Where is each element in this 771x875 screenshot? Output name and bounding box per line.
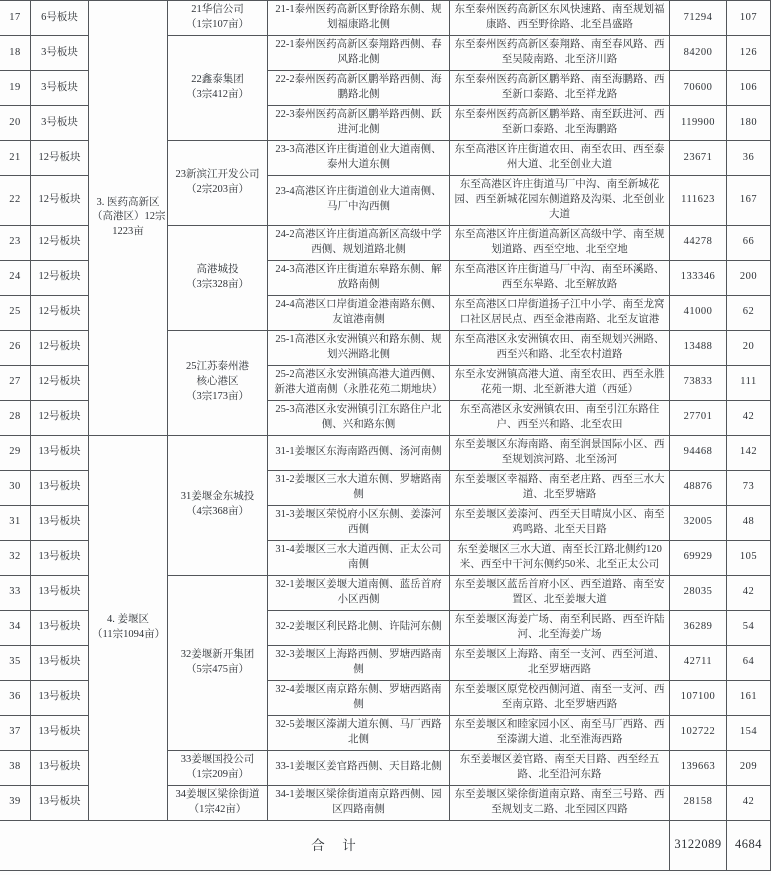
plot-location-cell: 21-1泰州医药高新区野徐路东侧、规划福康路北侧 (268, 1, 450, 36)
area-cell: 41000 (670, 295, 727, 330)
block-cell: 13号板块 (31, 470, 89, 505)
company-cell (168, 36, 268, 141)
total-area-cell: 3122089 (670, 820, 727, 870)
district-group-cell (89, 1, 168, 436)
company-cell-line: （3宗173亩） (186, 391, 249, 403)
block-cell: 3号板块 (31, 106, 89, 141)
plot-boundary-cell: 东至高港区永安洲镇农田、南至引江东路住户、西至兴和路、北至农田 (450, 400, 670, 435)
row-number-cell: 28 (0, 400, 31, 435)
block-cell: 3号板块 (31, 36, 89, 71)
block-cell: 13号板块 (31, 785, 89, 820)
block-cell: 12号板块 (31, 295, 89, 330)
mu-cell: 106 (727, 71, 771, 106)
plot-location-cell: 22-3泰州医药高新区鹏举路西侧、跃进河北侧 (268, 106, 450, 141)
plot-location-cell: 22-2泰州医药高新区鹏举路西侧、海鹏路北侧 (268, 71, 450, 106)
mu-cell: 48 (727, 505, 771, 540)
company-cell (168, 750, 268, 785)
plot-boundary-cell: 东至姜堰区梁徐街道南京路、南至三号路、西至规划支二路、北至园区四路 (450, 785, 670, 820)
mu-cell: 167 (727, 176, 771, 226)
total-row (0, 820, 771, 870)
block-cell: 12号板块 (31, 365, 89, 400)
block-cell: 13号板块 (31, 610, 89, 645)
block-cell: 13号板块 (31, 750, 89, 785)
area-cell: 139663 (670, 750, 727, 785)
area-cell: 107100 (670, 680, 727, 715)
plot-boundary-cell: 东至泰州医药高新区鹏举路、南至海鹏路、西至新口泰路、北至祥龙路 (450, 71, 670, 106)
plot-location-cell: 25-3高港区永安洲镇引江东路住户北侧、兴和路东侧 (268, 400, 450, 435)
mu-cell: 66 (727, 225, 771, 260)
row-number-cell: 29 (0, 435, 31, 470)
plot-boundary-cell: 东至姜堰区原党校西侧河道、南至一支河、西至南京路、北至罗塘西路 (450, 680, 670, 715)
mu-cell: 42 (727, 785, 771, 820)
plot-boundary-cell: 东至高港区许庄街道农田、南至农田、西至泰州大道、北至创业大道 (450, 141, 670, 176)
district-group-cell-line: 3. 医药高新区 (96, 196, 160, 208)
mu-cell: 161 (727, 680, 771, 715)
plot-boundary-cell: 东至姜堰区三水大道、南至长江路北侧约120米、西至中干河东侧约50米、北至正太公司 (450, 540, 670, 575)
block-cell: 13号板块 (31, 505, 89, 540)
plot-location-cell: 31-4姜堰区三水大道西侧、正太公司南侧 (268, 540, 450, 575)
district-group-cell-line: 4. 姜堰区 (107, 613, 149, 625)
row-number-cell: 20 (0, 106, 31, 141)
plot-location-cell: 23-4高港区许庄街道创业大道南侧、马厂中沟西侧 (268, 176, 450, 226)
plot-location-cell: 31-1姜堰区东海南路西侧、汤河南侧 (268, 435, 450, 470)
block-cell: 12号板块 (31, 176, 89, 226)
plot-boundary-cell: 东至泰州医药高新区东风快速路、南至规划福康路、西至野徐路、北至昌盛路 (450, 1, 670, 36)
plot-boundary-cell: 东至高港区口岸街道扬子江中小学、南至龙窝口社区居民点、西至金港南路、北至友谊港 (450, 295, 670, 330)
block-cell: 12号板块 (31, 225, 89, 260)
row-number-cell: 19 (0, 71, 31, 106)
area-cell: 71294 (670, 1, 727, 36)
row-number-cell: 31 (0, 505, 31, 540)
mu-cell: 42 (727, 575, 771, 610)
plot-location-cell: 32-1姜堰区姜堰大道南侧、蓝岳首府小区西侧 (268, 575, 450, 610)
plot-location-cell: 31-3姜堰区荣悦府小区东侧、姜溱河西侧 (268, 505, 450, 540)
plot-location-cell: 32-2姜堰区利民路北侧、许陆河东侧 (268, 610, 450, 645)
mu-cell: 142 (727, 435, 771, 470)
mu-cell: 54 (727, 610, 771, 645)
block-cell: 13号板块 (31, 680, 89, 715)
area-cell: 44278 (670, 225, 727, 260)
plot-boundary-cell: 东至泰州医药高新区泰翔路、南至春风路、西至吴陵南路、北至济川路 (450, 36, 670, 71)
company-cell (168, 785, 268, 820)
row-number-cell: 22 (0, 176, 31, 226)
district-group-cell-line: 1223亩 (112, 226, 144, 238)
row-number-cell: 27 (0, 365, 31, 400)
total-label-cell: 合 计 (0, 820, 670, 870)
plot-location-cell: 24-4高港区口岸街道金港南路东侧、友谊港南侧 (268, 295, 450, 330)
company-cell-line: （1宗107亩） (186, 19, 249, 30)
company-cell-line: 22鑫泰集团 (191, 74, 244, 86)
area-cell: 23671 (670, 141, 727, 176)
area-cell: 94468 (670, 435, 727, 470)
mu-cell: 73 (727, 470, 771, 505)
row-number-cell: 33 (0, 575, 31, 610)
block-cell: 12号板块 (31, 260, 89, 295)
mu-cell: 126 (727, 36, 771, 71)
mu-cell: 209 (727, 750, 771, 785)
total-mu-cell: 4684 (727, 820, 771, 870)
mu-cell: 36 (727, 141, 771, 176)
company-cell-line: （1宗209亩） (186, 768, 249, 780)
area-cell: 48876 (670, 470, 727, 505)
area-cell: 27701 (670, 400, 727, 435)
plot-location-cell: 22-1泰州医药高新区泰翔路西侧、春风路北侧 (268, 36, 450, 71)
row-number-cell: 39 (0, 785, 31, 820)
plot-location-cell: 25-2高港区永安洲镇高港大道西侧、新港大道南侧（永胜花苑二期地块） (268, 365, 450, 400)
mu-cell: 20 (727, 330, 771, 365)
row-number-cell: 25 (0, 295, 31, 330)
table-row (0, 435, 771, 470)
row-number-cell: 30 (0, 470, 31, 505)
plot-boundary-cell: 东至高港区许庄街道马厂中沟、南至新城花园、西至新城花园东侧道路及沟渠、北至创业大道 (450, 176, 670, 226)
company-cell-line: （4宗368亩） (186, 506, 249, 518)
district-group-cell-line: （11宗1094亩） (92, 628, 166, 640)
plot-location-cell: 33-1姜堰区姜官路西侧、天目路北侧 (268, 750, 450, 785)
area-cell: 28158 (670, 785, 727, 820)
mu-cell: 64 (727, 645, 771, 680)
plot-boundary-cell: 东至高港区许庄街道高新区高级中学、南至规划道路、西至空地、北至空地 (450, 225, 670, 260)
company-cell-line: （3宗412亩） (186, 89, 249, 100)
plot-location-cell: 23-3高港区许庄街道创业大道南侧、泰州大道东侧 (268, 141, 450, 176)
plot-boundary-cell: 东至姜堰区上海路、南至一支河、西至河道、北至罗塘西路 (450, 645, 670, 680)
company-cell (168, 141, 268, 226)
plot-boundary-cell: 东至高港区永安洲镇农田、南至规划兴洲路、西至兴和路、北至农村道路 (450, 330, 670, 365)
company-cell-line: 23新滨江开发公司 (175, 168, 260, 180)
company-cell (168, 1, 268, 36)
company-cell-line: 高港城投 (196, 263, 239, 275)
row-number-cell: 32 (0, 540, 31, 575)
mu-cell: 107 (727, 1, 771, 36)
area-cell: 13488 (670, 330, 727, 365)
area-cell: 119900 (670, 106, 727, 141)
mu-cell: 111 (727, 365, 771, 400)
company-cell (168, 330, 268, 435)
company-cell-line: 21华信公司 (191, 4, 244, 16)
plot-location-cell: 32-3姜堰区上海路西侧、罗塘西路南侧 (268, 645, 450, 680)
area-cell: 70600 (670, 71, 727, 106)
area-cell: 42711 (670, 645, 727, 680)
plot-location-cell: 25-1高港区永安洲镇兴和路东侧、规划兴洲路北侧 (268, 330, 450, 365)
plot-boundary-cell: 东至泰州医药高新区鹏举路、南至跃进河、西至新口泰路、北至海鹏路 (450, 106, 670, 141)
plot-location-cell: 32-4姜堰区南京路东侧、罗塘西路南侧 (268, 680, 450, 715)
area-cell: 133346 (670, 260, 727, 295)
mu-cell: 180 (727, 106, 771, 141)
row-number-cell: 37 (0, 715, 31, 750)
mu-cell: 200 (727, 260, 771, 295)
row-number-cell: 23 (0, 225, 31, 260)
company-cell-line: 核心港区 (196, 376, 239, 388)
block-cell: 3号板块 (31, 71, 89, 106)
area-cell: 36289 (670, 610, 727, 645)
plot-location-cell: 31-2姜堰区三水大道东侧、罗塘路南侧 (268, 470, 450, 505)
plot-boundary-cell: 东至永安洲镇高港大道、南至农田、西至永胜花苑一期、北至新港大道（西延） (450, 365, 670, 400)
row-number-cell: 26 (0, 330, 31, 365)
plot-boundary-cell: 东至姜堰区幸福路、南至老庄路、西至三水大道、北至罗塘路 (450, 470, 670, 505)
row-number-cell: 38 (0, 750, 31, 785)
area-cell: 73833 (670, 365, 727, 400)
block-cell: 12号板块 (31, 330, 89, 365)
company-cell (168, 575, 268, 750)
plot-boundary-cell: 东至姜堰区和睦家园小区、南至马厂西路、西至溱湖大道、北至淮海西路 (450, 715, 670, 750)
table-body (0, 1, 771, 871)
company-cell-line: （3宗328亩） (186, 278, 249, 290)
plot-location-cell: 24-2高港区许庄街道高新区高级中学西侧、规划道路北侧 (268, 225, 450, 260)
area-cell: 111623 (670, 176, 727, 226)
block-cell: 13号板块 (31, 575, 89, 610)
plot-boundary-cell: 东至高港区许庄街道马厂中沟、南至环溪路、西至东皋路、北至解放路 (450, 260, 670, 295)
area-cell: 28035 (670, 575, 727, 610)
plot-boundary-cell: 东至姜堰区姜官路、南至天目路、西至经五路、北至沿河东路 (450, 750, 670, 785)
row-number-cell: 35 (0, 645, 31, 680)
block-cell: 13号板块 (31, 645, 89, 680)
plot-location-cell: 24-3高港区许庄街道东皋路东侧、解放路南侧 (268, 260, 450, 295)
table-row (0, 1, 771, 36)
mu-cell: 42 (727, 400, 771, 435)
company-cell-line: 33姜堰国投公司 (180, 753, 255, 765)
area-cell: 84200 (670, 36, 727, 71)
company-cell (168, 435, 268, 575)
block-cell: 12号板块 (31, 400, 89, 435)
block-cell: 13号板块 (31, 435, 89, 470)
company-cell (168, 225, 268, 330)
block-cell: 13号板块 (31, 540, 89, 575)
mu-cell: 154 (727, 715, 771, 750)
area-cell: 69929 (670, 540, 727, 575)
area-cell: 32005 (670, 505, 727, 540)
block-cell: 6号板块 (31, 1, 89, 36)
plot-boundary-cell: 东至姜堰区东海南路、南至润景国际小区、西至规划滨河路、北至汤河 (450, 435, 670, 470)
mu-cell: 105 (727, 540, 771, 575)
plot-location-cell: 32-5姜堰区溱湖大道东侧、马厂西路北侧 (268, 715, 450, 750)
row-number-cell: 34 (0, 610, 31, 645)
row-number-cell: 21 (0, 141, 31, 176)
company-cell-line: （1宗42亩） (188, 803, 247, 815)
company-cell-line: 25江苏泰州港 (186, 361, 249, 373)
block-cell: 13号板块 (31, 715, 89, 750)
district-group-cell (89, 435, 168, 820)
mu-cell: 62 (727, 295, 771, 330)
row-number-cell: 17 (0, 1, 31, 36)
company-cell-line: （2宗203亩） (186, 183, 249, 195)
district-group-cell-line: （高港区）12宗 (92, 211, 166, 223)
company-cell-line: （5宗475亩） (186, 663, 249, 675)
area-cell: 102722 (670, 715, 727, 750)
plot-boundary-cell: 东至姜堰区蓝岳首府小区、西至道路、南至安置区、北至姜堰大道 (450, 575, 670, 610)
row-number-cell: 24 (0, 260, 31, 295)
company-cell-line: 31姜堰金东城投 (180, 491, 255, 503)
plot-boundary-cell: 东至姜堰区海姜广场、南至利民路、西至许陆河、北至海姜广场 (450, 610, 670, 645)
block-cell: 12号板块 (31, 141, 89, 176)
company-cell-line: 32姜堰新开集团 (180, 648, 255, 660)
row-number-cell: 18 (0, 36, 31, 71)
row-number-cell: 36 (0, 680, 31, 715)
plot-location-cell: 34-1姜堰区梁徐街道南京路西侧、园区四路南侧 (268, 785, 450, 820)
plot-boundary-cell: 东至姜堰区姜溱河、西至天目晴岚小区、南至鸡鸣路、北至天目路 (450, 505, 670, 540)
company-cell-line: 34姜堰区梁徐街道 (175, 788, 260, 800)
